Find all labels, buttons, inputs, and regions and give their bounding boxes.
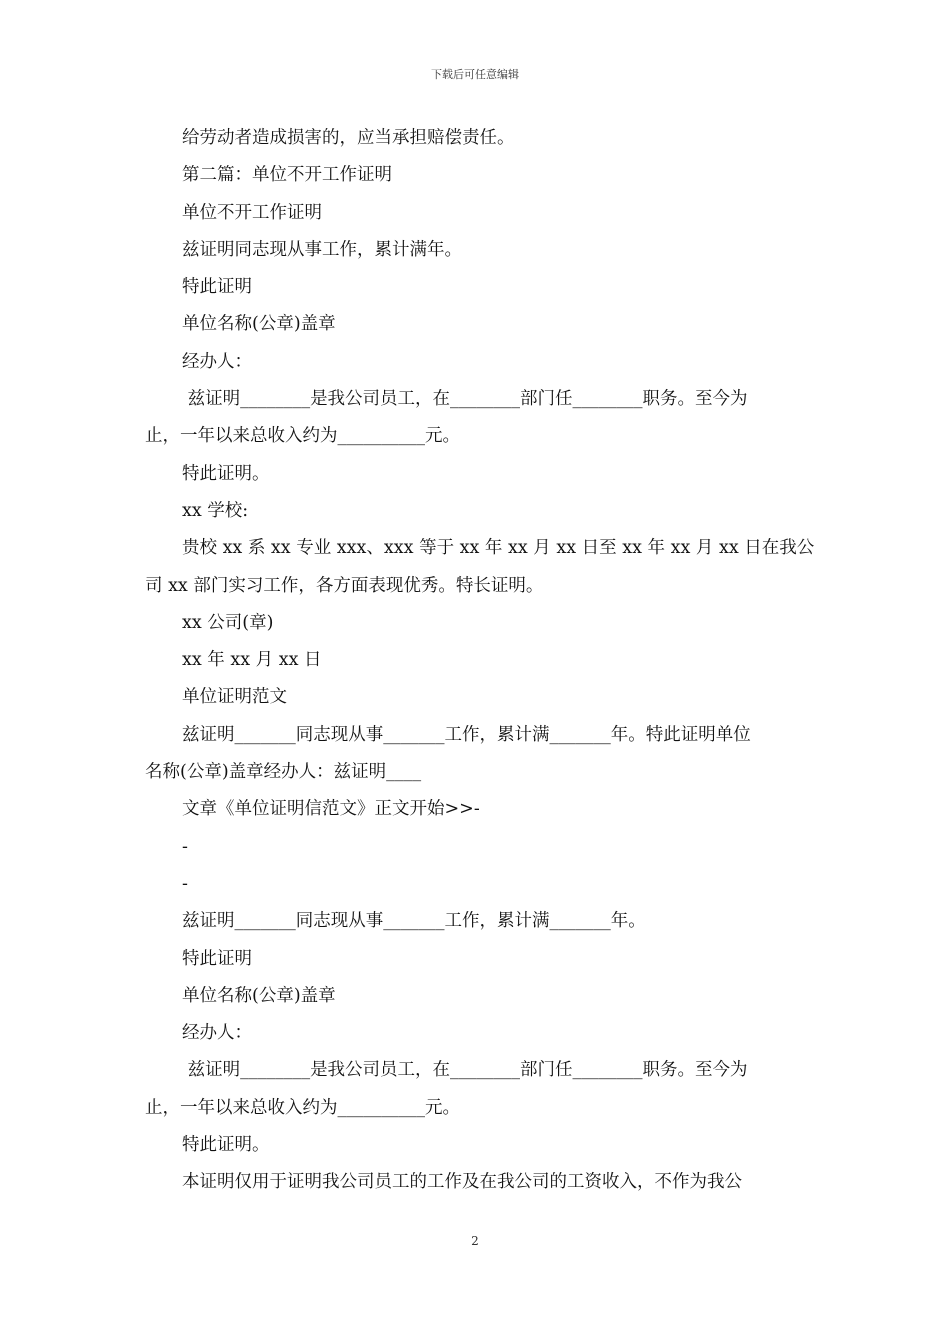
paragraph-line: 司 xx 部门实习工作，各方面表现优秀。特长证明。: [145, 575, 544, 596]
paragraph-line: 兹证明同志现从事工作，累计满年。: [182, 239, 462, 260]
paragraph-line: 特此证明。: [182, 1135, 270, 1156]
paragraph-line: 单位不开工作证明: [182, 202, 322, 223]
paragraph-line: 贵校 xx 系 xx 专业 xxx、xxx 等于 xx 年 xx 月 xx 日至 xx 年 xx 月 xx 日在我公: [182, 538, 815, 559]
paragraph-line: 兹证明_______同志现从事_______工作，累计满_______年。特此证明单位: [182, 724, 751, 745]
document-body: [145, 120, 815, 1202]
paragraph-line: 止，一年以来总收入约为__________元。: [145, 1097, 460, 1118]
paragraph-line: -: [182, 836, 188, 857]
paragraph-line: 兹证明_______同志现从事_______工作，累计满_______年。: [182, 911, 646, 932]
paragraph-line: 给劳动者造成损害的，应当承担赔偿责任。: [182, 128, 515, 148]
paragraph-line: xx 学校:: [182, 500, 249, 521]
paragraph-line: 特此证明: [182, 277, 252, 298]
paragraph-line: 单位证明范文: [182, 687, 287, 708]
paragraph-line: 第二篇：单位不开工作证明: [182, 165, 392, 186]
paragraph-line: xx 公司(章): [182, 612, 274, 633]
paragraph-line: 特此证明: [182, 948, 252, 969]
paragraph-line: 经办人：: [182, 1023, 252, 1044]
paragraph-line: 兹证明________是我公司员工，在________部门任________职务。至今为: [182, 1060, 748, 1081]
paragraph-line: 本证明仅用于证明我公司员工的工作及在我公司的工资收入，不作为我公: [182, 1172, 742, 1193]
page-number: 2: [471, 1234, 479, 1248]
paragraph-line: 止，一年以来总收入约为__________元。: [145, 426, 460, 447]
paragraph-line: 经办人：: [182, 351, 252, 372]
paragraph-line: -: [182, 873, 188, 894]
paragraph-line: 名称(公章)盖章经办人：兹证明____: [145, 762, 422, 783]
page-header: 下载后可任意编辑: [431, 68, 519, 81]
paragraph-line: 文章《单位证明信范文》正文开始>>-: [182, 799, 480, 820]
paragraph-line: xx 年 xx 月 xx 日: [182, 650, 322, 671]
paragraph-line: 兹证明________是我公司员工，在________部门任________职务。至今为: [182, 389, 748, 410]
paragraph-line: 单位名称(公章)盖章: [182, 985, 336, 1006]
paragraph-line: 单位名称(公章)盖章: [182, 314, 336, 335]
paragraph-line: 特此证明。: [182, 463, 270, 484]
